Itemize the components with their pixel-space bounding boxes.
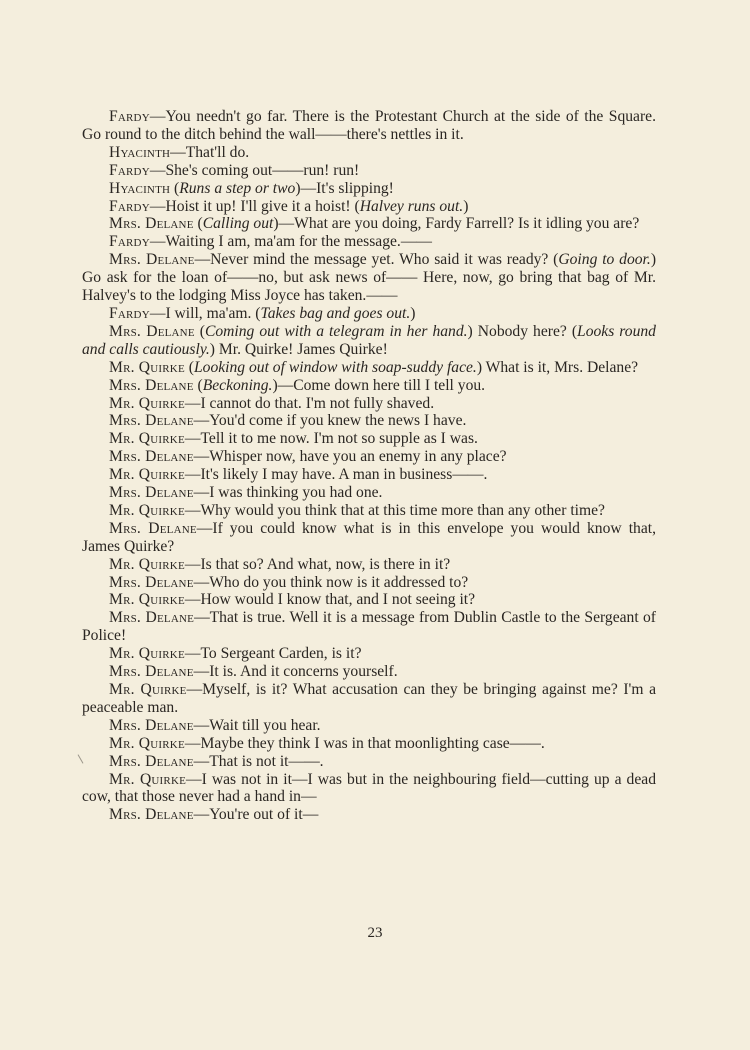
speech-text: —Tell it to me now. I'm not so supple as I was. [184, 430, 478, 448]
speech-text: ) What is it, Mrs. Delane? [476, 358, 639, 376]
dialogue-line [82, 735, 656, 753]
speech-text: —That is not it——. [193, 752, 324, 770]
speech-text: —Waiting I am, ma'am for the message.—— [149, 233, 433, 251]
speaker-name: Mr. Quirke [109, 591, 185, 609]
speech-text: —It is. And it concerns yourself. [193, 663, 398, 681]
dialogue-line [82, 233, 656, 251]
speaker-name: Mr. Quirke [109, 394, 185, 412]
speech-text: —To Sergeant Carden, is it? [184, 645, 362, 663]
speech-text: —Why would you think that at this time more than any other time? [184, 501, 605, 519]
speaker-name: Mr. Quirke [109, 555, 185, 573]
dialogue-line [82, 395, 656, 413]
speech-text: —Myself, is it? What accusation can they be bringing against me? I'm a peaceable man. [82, 681, 656, 716]
dialogue-line [82, 574, 656, 592]
dialogue-line [82, 556, 656, 574]
speaker-name: Mrs. Delane [109, 519, 197, 537]
dialogue-line [82, 412, 656, 430]
play-text [82, 108, 656, 824]
dialogue-line [82, 717, 656, 735]
speaker-name: Mrs. Delane [109, 716, 194, 734]
speech-text: ) Nobody here? ( [467, 322, 578, 340]
speaker-name: Mr. Quirke [109, 358, 185, 376]
dialogue-line [82, 144, 656, 162]
dialogue-line [82, 806, 656, 824]
speaker-name: Mrs. Delane [109, 412, 194, 430]
dialogue-line [82, 502, 656, 520]
dialogue-line [82, 466, 656, 484]
dialogue-line [82, 108, 656, 144]
speaker-name: Mrs. Delane [109, 448, 194, 466]
speech-text: )—It's slipping! [295, 179, 394, 197]
dialogue-line [82, 180, 656, 198]
dialogue-line [82, 663, 656, 681]
dialogue-line [82, 771, 656, 807]
speech-text: —If you could know what is in this envelope you would know that, James Quirke? [82, 519, 656, 555]
speech-text: —Is that so? And what, now, is there in it? [184, 555, 451, 573]
dialogue-line [82, 448, 656, 466]
stage-direction: Takes bag and goes out. [260, 304, 411, 322]
speech-text: —Hoist it up! I'll give it a hoist! ( [149, 197, 360, 215]
speaker-name: Mr. Quirke [109, 681, 187, 698]
speech-text: )—Come down here till I tell you. [272, 376, 486, 394]
stage-direction: Halvey runs out. [359, 197, 464, 215]
dialogue-line [82, 359, 656, 377]
speaker-name: Fardy [109, 161, 150, 179]
stage-direction: Going to door. [558, 251, 651, 269]
dialogue-line [82, 430, 656, 448]
stage-direction: Coming out with a telegram in her hand. [204, 322, 468, 340]
speech-text: —It's likely I may have. A man in business——. [184, 466, 488, 484]
speech-text: —I was thinking you had one. [193, 484, 383, 502]
speech-text: ( [184, 358, 194, 376]
speech-text: ) Mr. Quirke! James Quirke! [209, 340, 388, 358]
speaker-name: Mr. Quirke [109, 770, 187, 788]
speech-text: —You're out of it— [193, 806, 319, 824]
dialogue-line [82, 323, 656, 359]
speaker-name: Mrs. Delane [109, 573, 194, 591]
speech-text: —Whisper now, have you an enemy in any place? [193, 448, 507, 466]
speech-text: —Who do you think now is it addressed to? [193, 573, 469, 591]
speaker-name: Hyacinth [109, 143, 171, 161]
speech-text: ) Go ask for the loan of——no, but ask news of—— Here, now, go bring that bag of Mr. Halvey's to the lodging Miss Joyce has taken.—— [82, 251, 657, 305]
dialogue-line [82, 251, 656, 305]
speaker-name: Mrs. Delane [109, 806, 194, 824]
dialogue-line [82, 591, 656, 609]
speaker-name: Mr. Quirke [109, 466, 185, 484]
speaker-name: Fardy [109, 233, 150, 251]
speech-text: )—What are you doing, Fardy Farrell? Is it idling you are? [273, 215, 640, 233]
speech-text: ( [194, 322, 205, 340]
speaker-name: Fardy [109, 197, 150, 215]
speech-text: —How would I know that, and I not seeing it? [184, 591, 476, 609]
speaker-name: Mrs. Delane [109, 752, 194, 770]
speech-text: ( [193, 376, 203, 394]
dialogue-line [82, 645, 656, 663]
speaker-name: Hyacinth [109, 179, 171, 197]
stage-direction: Looking out of window with soap-suddy face. [193, 358, 477, 376]
speaker-name: Mr. Quirke [109, 645, 185, 663]
dialogue-line [82, 753, 656, 771]
speaker-name: Mrs. Delane [109, 215, 194, 233]
speaker-name: Fardy [109, 108, 150, 125]
dialogue-line [82, 609, 656, 645]
speech-text: —You needn't go far. There is the Protestant Church at the side of the Square. Go round to the ditch behind the wall——there's nettles in it. [82, 108, 656, 143]
speech-text: ( [170, 179, 180, 197]
speaker-name: Mr. Quirke [109, 734, 185, 752]
speech-text: ) [410, 304, 416, 322]
speaker-name: Mr. Quirke [109, 430, 185, 448]
speech-text: —You'd come if you knew the news I have. [193, 412, 467, 430]
speech-text: —Wait till you hear. [193, 716, 321, 734]
speech-text: —She's coming out——run! run! [149, 161, 360, 179]
speech-text: —I was not in it—I was but in the neighbouring field—cutting up a dead cow, that those never had a hand in— [82, 770, 656, 806]
speech-text: ) [463, 197, 469, 215]
dialogue-line [82, 377, 656, 395]
speaker-name: Mrs. Delane [109, 322, 195, 340]
dialogue-line [82, 484, 656, 502]
dialogue-line [82, 162, 656, 180]
stage-direction: Calling out [202, 215, 274, 233]
stage-direction: Runs a step or two [179, 179, 296, 197]
speaker-name: Mrs. Delane [109, 376, 194, 394]
speech-text: —I will, ma'am. ( [149, 304, 261, 322]
stage-direction: Beckoning. [202, 376, 273, 394]
stage-direction: Looks round and calls cautiously. [82, 322, 656, 358]
speech-text: ( [193, 215, 203, 233]
speech-text: —I cannot do that. I'm not fully shaved. [184, 394, 435, 412]
speech-text: —Maybe they think I was in that moonlighting case——. [184, 734, 545, 752]
speech-text: —Never mind the message yet. Who said it was ready? ( [194, 251, 559, 269]
speaker-name: Mrs. Delane [109, 609, 195, 627]
speaker-name: Mrs. Delane [109, 251, 195, 269]
speaker-name: Mrs. Delane [109, 484, 194, 502]
speaker-name: Mr. Quirke [109, 501, 185, 519]
dialogue-line [82, 305, 656, 323]
speaker-name: Fardy [109, 304, 150, 322]
dialogue-line [82, 198, 656, 216]
dialogue-line [82, 681, 656, 717]
dialogue-line [82, 520, 656, 556]
speech-text: —That is true. Well it is a message from Dublin Castle to the Sergeant of Police! [82, 609, 656, 645]
dialogue-line [82, 215, 656, 233]
speech-text: —That'll do. [170, 143, 250, 161]
page-number: 23 [367, 925, 383, 941]
speaker-name: Mrs. Delane [109, 663, 194, 681]
